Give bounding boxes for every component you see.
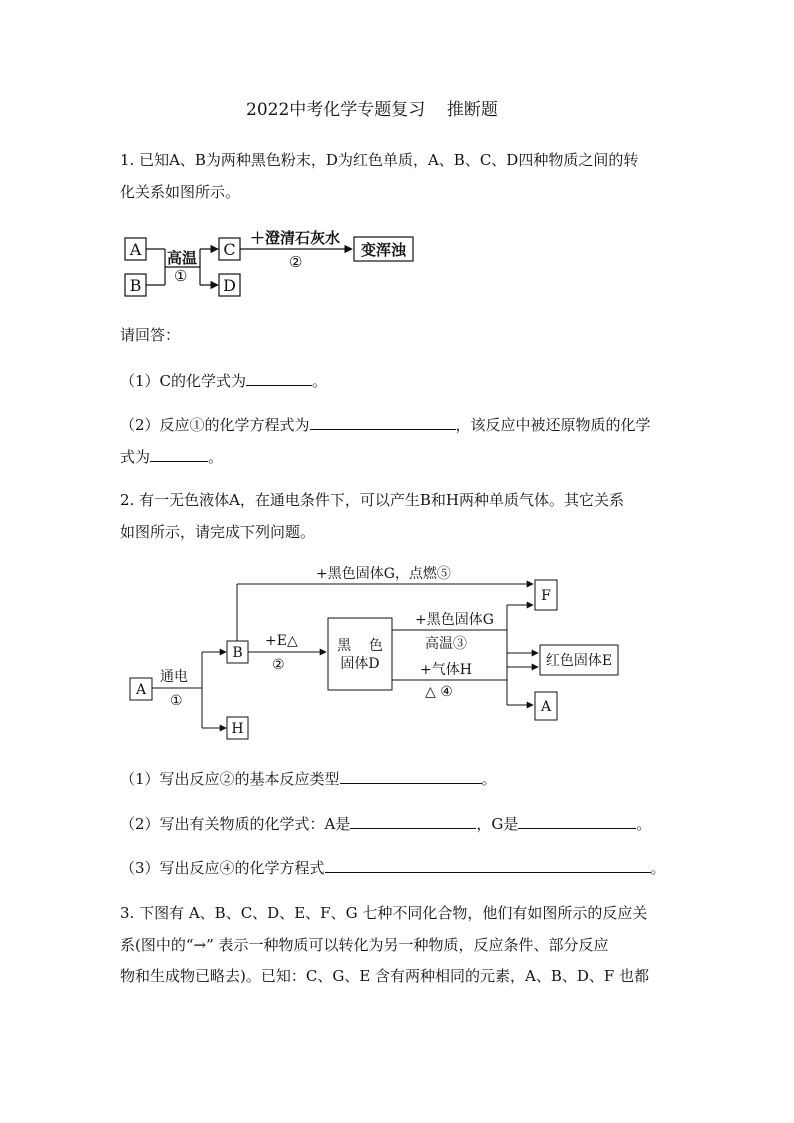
q1-box-result [354,237,413,261]
q2-num-2: ② [272,657,285,673]
q1-box-b-label: B [129,276,142,295]
q1-box-c-label: C [223,240,236,259]
q1-sub2-line2-post: 。 [208,448,224,466]
q2-box-a-label: A [135,682,147,698]
q2-box-d-line1: 黑 色 [337,638,383,654]
q1-sub2-post: ，该反应中被还原物质的化学 [455,416,651,434]
q1-sub2-line2-pre: 式为 [120,448,151,466]
q1-text-line1: 1. 已知A、B为两种黑色粉末，D为红色单质，A、B、C、D四种物质之间的转 [120,151,639,169]
q1-sub2-blank[interactable] [310,414,456,430]
q2-sub3-blank[interactable] [325,857,651,873]
q1-sub2-line2 [120,446,223,467]
q3-line2: 系(图中的“→” 表示一种物质可以转化为另一种物质，反应条件、部分反应 [120,936,609,954]
q1-sub1-post: 。 [312,372,328,390]
q2-num-1: ① [170,693,183,709]
q1-cond-high-temp: 高温 [167,249,198,267]
page-title: 2022中考化学专题复习 推断题 [246,100,498,120]
q2-box-b-label: B [232,645,243,661]
q2-cond-h: +气体H [420,662,472,678]
q1-sub2 [120,414,651,435]
q1-box-a-label: A [129,240,142,259]
q2-cond-electrolysis: 通电 [160,669,188,685]
q1-sub1 [120,370,327,391]
q3-line3: 物和生成物已略去)。已知：C、G、E 含有两种相同的元素，A、B、D、F 也都 [120,967,650,985]
q2-sub3 [120,857,666,878]
q1-num-2: ② [289,253,303,271]
q2-box-d-line2: 固体D [340,656,380,672]
q2-box-f-label: F [541,588,551,604]
q2-sub1-pre: （1）写出反应②的基本反应类型 [120,770,340,788]
q2-sub1-post: 。 [481,770,497,788]
q2-sub3-post: 。 [650,859,666,877]
q2-box-f [535,580,557,610]
q2-box-h-label: H [231,721,244,737]
q1-box-d [219,274,240,296]
q1-box-d-label: D [223,276,236,295]
q2-sub2-post: 。 [636,815,652,833]
q2-cond-h2: △ ④ [425,684,453,700]
q1-sub2-line2-blank[interactable] [150,446,208,462]
q2-box-e-label: 红色固体E [545,653,613,669]
q2-sub2 [120,813,651,834]
q2-cond-e: +E△ [265,633,298,649]
q2-cond-g2: 高温③ [425,636,467,652]
q2-sub2-pre: （2）写出有关物质的化学式：A是 [120,815,351,833]
q2-text-line1: 2. 有一无色液体A，在通电条件下，可以产生B和H两种单质气体。其它关系 [120,491,625,509]
q1-box-result-label: 变浑浊 [360,241,407,259]
q1-ask: 请回答： [120,326,181,344]
q2-sub2-blank-g[interactable] [518,813,636,829]
q2-sub1 [120,768,497,789]
q1-cond-limewater: ＋澄清石灰水 [250,229,341,247]
q3-line1: 3. 下图有 A、B、C、D、E、F、G 七种不同化合物，他们有如图所示的反应关 [120,904,648,922]
q2-cond-top: +黑色固体G，点燃⑤ [316,566,451,582]
q1-num-1: ① [174,267,188,285]
q1-text-line2: 化关系如图所示。 [120,183,241,201]
q2-text-line2: 如图所示，请完成下列问题。 [120,523,316,541]
q2-cond-g: +黑色固体G [415,612,494,628]
q1-box-b [125,274,146,296]
q1-sub1-pre: （1）C的化学式为 [120,372,247,390]
q1-box-c [219,238,240,260]
q2-sub2-blank-a[interactable] [350,813,476,829]
q2-box-h [227,717,248,739]
q2-box-a2-label: A [540,699,552,715]
q2-box-e [540,645,618,675]
q2-sub3-pre: （3）写出反应④的化学方程式 [120,859,325,877]
q2-box-b [227,641,248,663]
q1-sub1-blank[interactable] [246,370,312,386]
q1-sub2-pre: （2）反应①的化学方程式为 [120,416,310,434]
q2-sub1-blank[interactable] [340,768,482,784]
q2-box-a2 [535,692,557,720]
q2-box-d [328,618,392,690]
q1-box-a [125,238,146,260]
q2-box-a [130,678,152,700]
q2-sub2-mid: ，G是 [476,815,519,833]
